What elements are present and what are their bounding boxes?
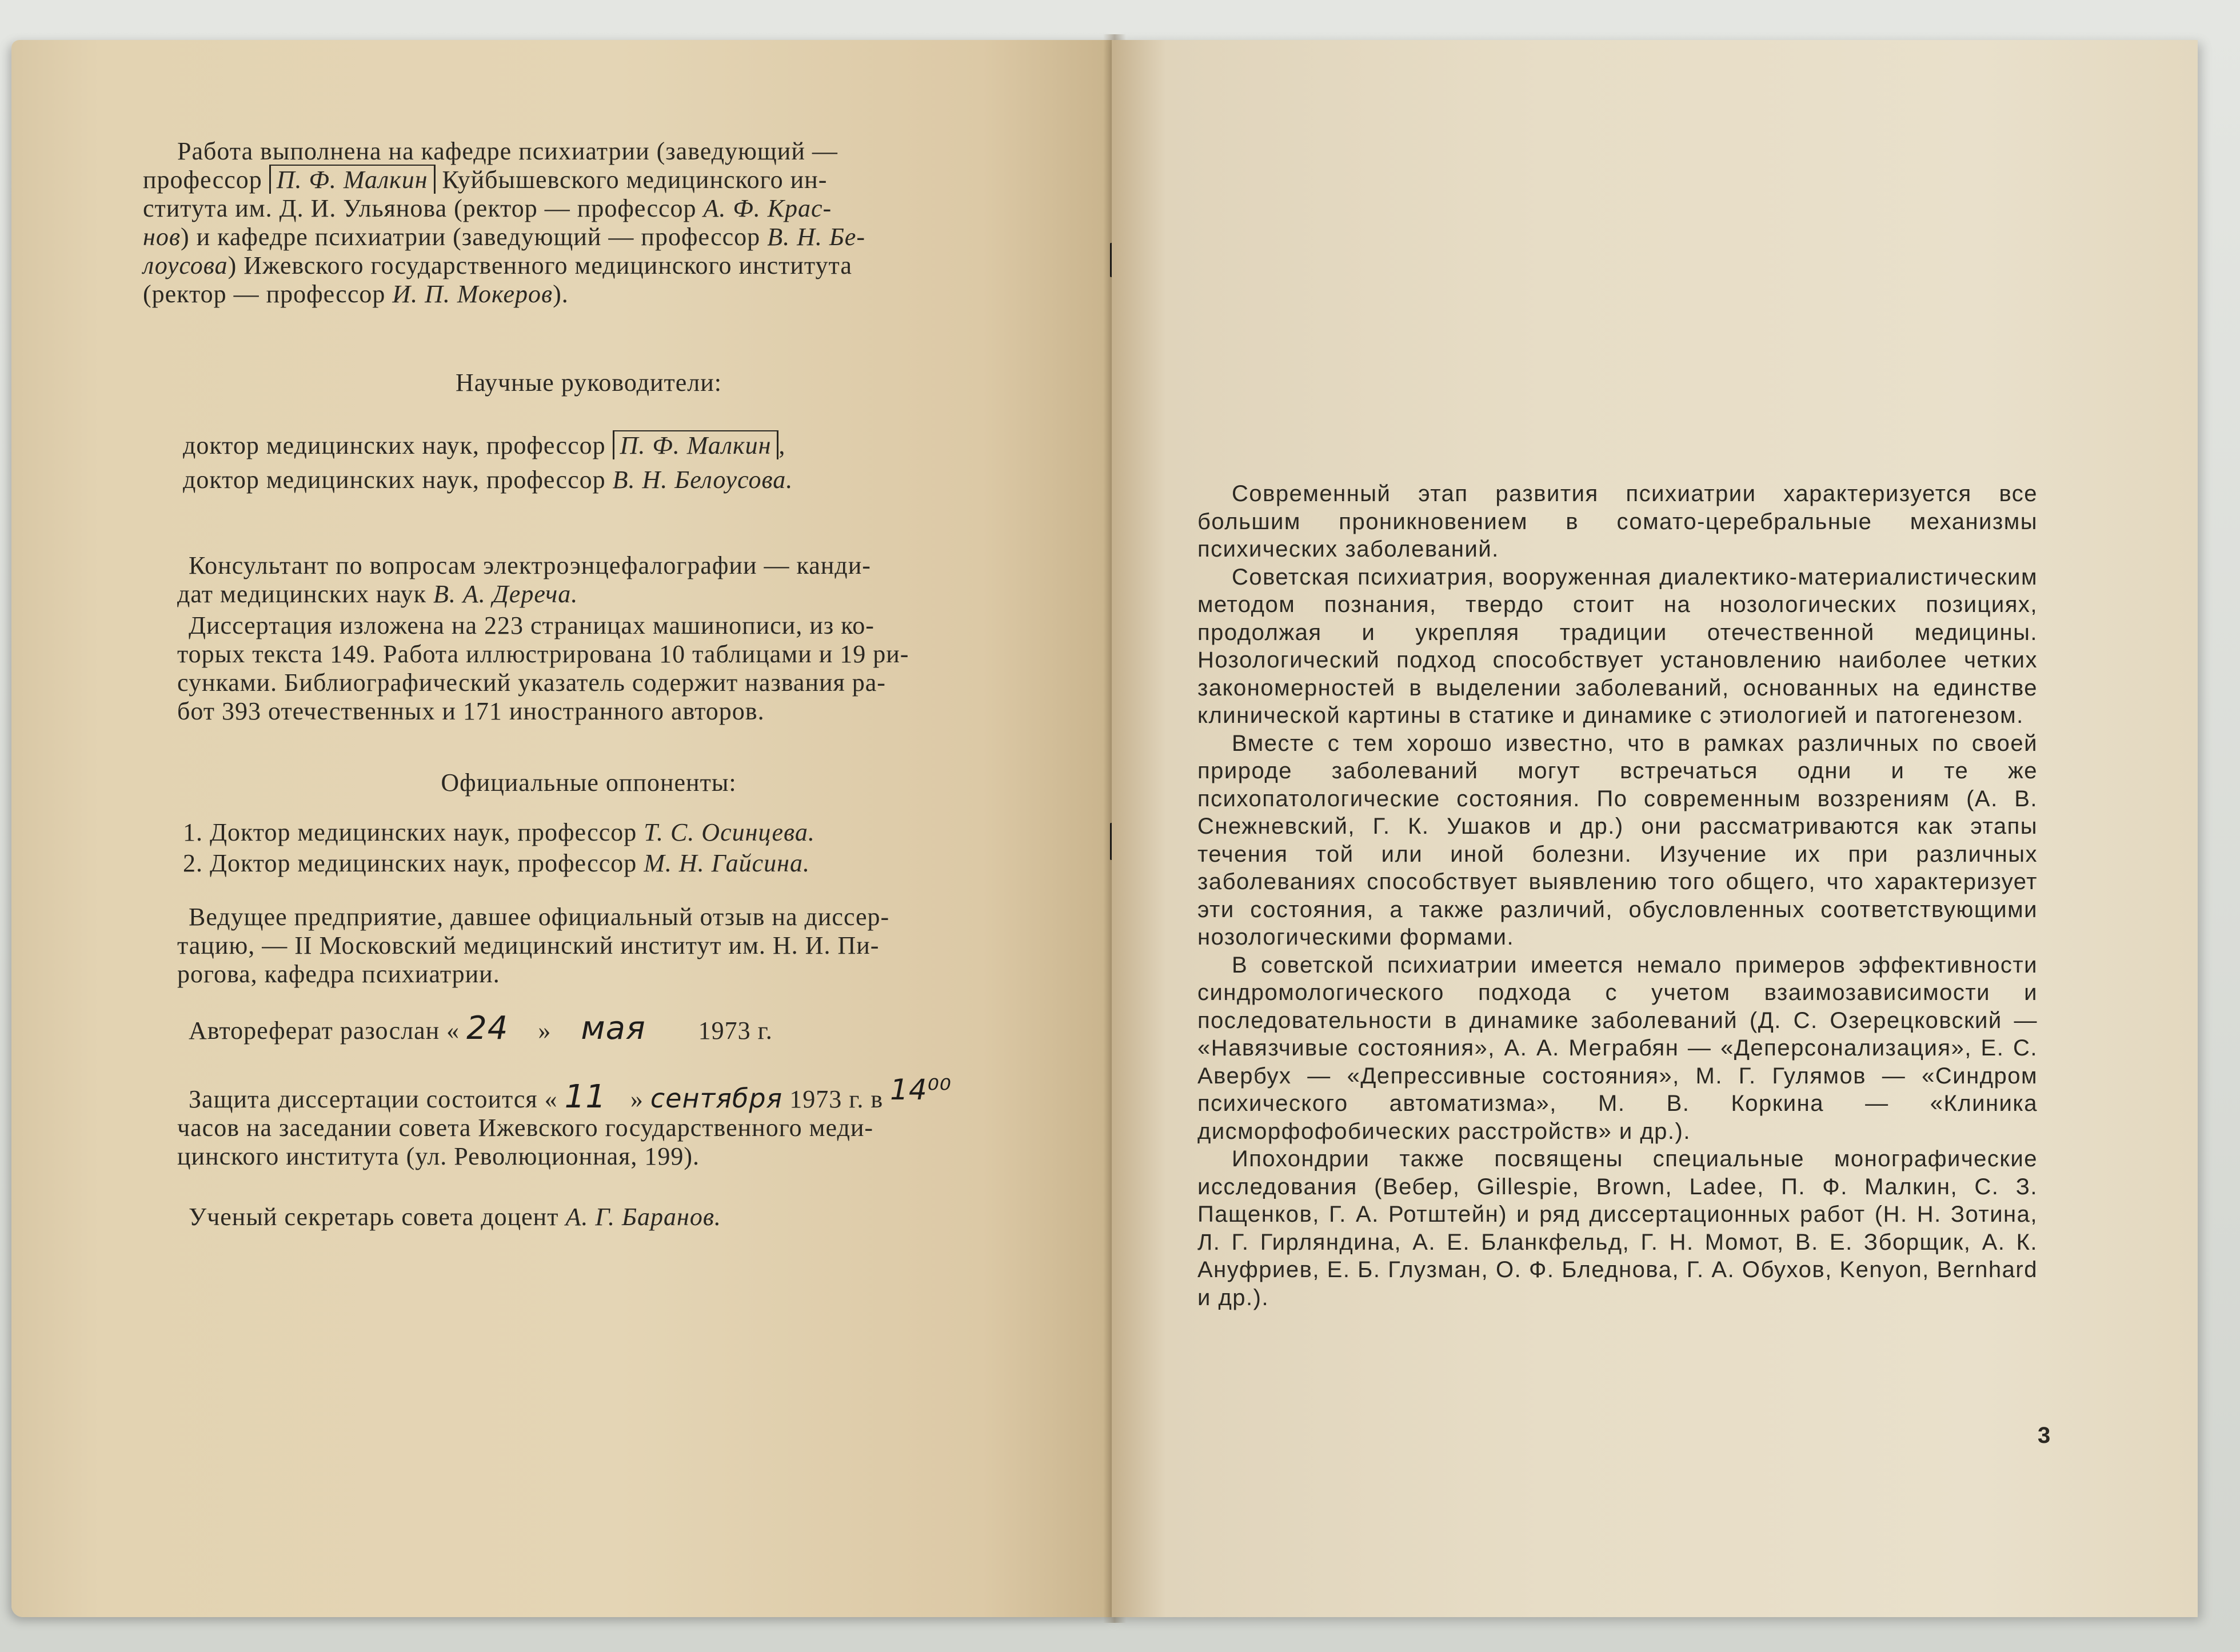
intro-paragraph (143, 137, 1035, 309)
advisor-1-name-box: П. Ф. Малкин (613, 430, 779, 459)
paragraph-2: Советская психиатрия, вооруженная диалектико-материалистическим методом познания, твердо стоит на нозологических позициях, продолжая и укрепляя традиции отечественной медицины. Нозологический подход способствует установлению наиболее четких закономерностей в выделении заболеваний, основанных на единстве клинической картины в статике и динамике с этиологией и патогенезом. (1197, 564, 2038, 728)
page-number: 3 (2038, 1423, 2051, 1448)
dissertation-line-3: сунками. Библиографический указатель содержит названия ра- (177, 669, 886, 697)
paragraph-5: Ипохондрии также посвящены специальные монографические исследования (Вебер, Gillespie, Brown, Ladee, П. Ф. Малкин, С. З. Пащенков, Г. А. Ротштейн) и ряд диссертационных работ (Н. Н. Зотина, Л. Г. Гирляндина, А. Е. Бланкфельд, Г. Н. Момот, В. Е. Зборщик, А. К. Ануфриев, Е. Б. Глузман, О. Ф. Бледнова, Г. А. Обухов, Kenyon, Bernhard и др.). (1197, 1146, 2038, 1310)
intro-line-5 (143, 251, 1035, 280)
advisor-2-name: В. Н. Белоусова. (612, 466, 793, 494)
paragraph-3: Вместе с тем хорошо известно, что в рамках различных по своей природе заболеваний могут встречаться одни и те же психопатологические состояния. По современным воззрениям (А. В. Снежневский, Г. К. Ушаков и др.) они рассматриваются как этапы течения той или иной болезни. Изучение их при различных заболеваниях способствует выявлению того общего, что характеризует эти состояния, а также различий, обусловленных соответствующими нозологическими формами. (1197, 730, 2038, 950)
consultant-line-1: Консультант по вопросам электроэнцефалографии — канди- (189, 551, 871, 579)
intro-line-3 (143, 194, 1035, 223)
opponent-2-prefix: 2. Доктор медицинских наук, профессор (183, 849, 637, 877)
abstract-sent-line (189, 1010, 1046, 1047)
defense-quote-close: » (630, 1085, 644, 1113)
intro-izhevsk: ) Ижевского государственного медицинского института (227, 251, 852, 279)
defense-hour-handwritten: 14⁰⁰ (890, 1073, 952, 1106)
advisors-list (183, 429, 1040, 497)
opponent-1-prefix: 1. Доктор медицинских наук, профессор (183, 818, 637, 846)
intro-rector-2-label: (ректор — профессор (143, 280, 386, 308)
intro-line-4 (143, 223, 1035, 251)
intro-professor-label: профессор (143, 166, 262, 194)
krasnov-name-end: нов (143, 223, 181, 251)
right-page-body (1197, 480, 2038, 1311)
intro-line-1: Работа выполнена на кафедре психиатрии (заведующий — (177, 137, 838, 165)
opponent-1-name: Т. С. Осинцева. (644, 818, 815, 846)
advisor-1-prefix: доктор медицинских наук, профессор (183, 431, 606, 459)
dissertation-line-4: бот 393 отечественных и 171 иностранного авторов. (177, 697, 765, 725)
defense-day-handwritten: 11 (564, 1078, 606, 1115)
opponent-2 (183, 848, 1040, 879)
consultant-label: дат медицинских наук (177, 580, 427, 608)
defense-line-3: цинского института (ул. Революционная, 199). (177, 1142, 700, 1170)
defense-year: 1973 г. в (789, 1085, 884, 1113)
consultant-line-2 (177, 580, 1035, 609)
intro-kuibyshev: Куйбышевского медицинского ин- (442, 166, 828, 194)
lead-org-line-1: Ведущее предприятие, давшее официальный отзыв на диссер- (189, 903, 890, 931)
abstract-day-handwritten: 24 (466, 1010, 509, 1047)
secretary-line (189, 1203, 1046, 1231)
dissertation-line-2: торых текста 149. Работа иллюстрирована 10 таблицами и 19 ри- (177, 640, 909, 668)
intro-end: ). (553, 280, 569, 308)
intro-second-chair: ) и кафедре психиатрии (заведующий — профессор (180, 223, 761, 251)
opponent-1 (183, 817, 1040, 848)
abstract-year: 1973 г. (698, 1017, 773, 1045)
mokerov-name: И. П. Мокеров (392, 280, 553, 308)
belousova-name: В. Н. Бе- (767, 223, 865, 251)
secretary-prefix: Ученый секретарь совета доцент (189, 1203, 559, 1231)
advisor-1: доктор медицинских наук, профессор П. Ф. Малкин , (183, 431, 786, 459)
left-page (11, 40, 1115, 1617)
dissertation-line-1: Диссертация изложена на 223 страницах машинописи, из ко- (189, 611, 875, 639)
abstract-month-handwritten: мая (581, 1010, 646, 1047)
defense-paragraph (177, 1073, 1035, 1171)
opponents-heading: Официальные оппоненты: (441, 769, 737, 797)
right-page (1112, 40, 2198, 1617)
malkin-name-box: П. Ф. Малкин (269, 165, 436, 194)
defense-line-2: часов на заседании совета Ижевского государственного меди- (177, 1114, 874, 1142)
lead-org-line-3: рогова, кафедра психиатрии. (177, 960, 500, 988)
consultant-name: В. А. Дереча. (433, 580, 578, 608)
opponents-list (183, 817, 1040, 879)
lead-org-line-2: тацию, — II Московский медицинский институт им. Н. И. Пи- (177, 931, 880, 959)
krasnov-name: А. Ф. Крас- (703, 194, 832, 222)
dissertation-paragraph (177, 611, 1035, 726)
advisors-heading: Научные руководители: (455, 369, 722, 397)
intro-line-2 (143, 166, 1035, 194)
paragraph-4: В советской психиатрии имеется немало примеров эффективности синдромологического подхода с учетом взаимозависимости и последовательности в динамике заболеваний (Д. С. Озерецковский — «Навязчивые состояния», А. А. Меграбян — «Деперсонализация», Е. С. Авербух — «Депрессивные состояния», М. Г. Гулямов — «Синдром психического автоматизма», М. В. Коркина — «Клиника дисморфофобических расстройств» и др.). (1197, 952, 2038, 1144)
defense-line-1 (177, 1073, 1035, 1115)
abstract-quote-close: » (538, 1017, 552, 1045)
defense-month-handwritten: сентября (650, 1083, 783, 1114)
consultant-paragraph (177, 551, 1035, 609)
paragraph-1: Современный этап развития психиатрии характеризуется все большим проникновением в сомато-церебральные механизмы психических заболеваний. (1197, 481, 2038, 562)
advisor-2-prefix: доктор медицинских наук, профессор (183, 466, 606, 494)
advisor-2 (183, 463, 1040, 497)
intro-line-6 (143, 280, 1035, 309)
opponent-2-name: М. Н. Гайсина. (644, 849, 810, 877)
abstract-sent-prefix: Автореферат разослан « (189, 1017, 460, 1045)
secretary-name: А. Г. Баранов. (565, 1203, 721, 1231)
defense-prefix: Защита диссертации состоится « (189, 1085, 558, 1113)
belousova-name-end: лоусова (143, 251, 228, 279)
intro-rector-label: ститута им. Д. И. Ульянова (ректор — профессор (143, 194, 697, 222)
lead-organization-paragraph (177, 903, 1035, 989)
